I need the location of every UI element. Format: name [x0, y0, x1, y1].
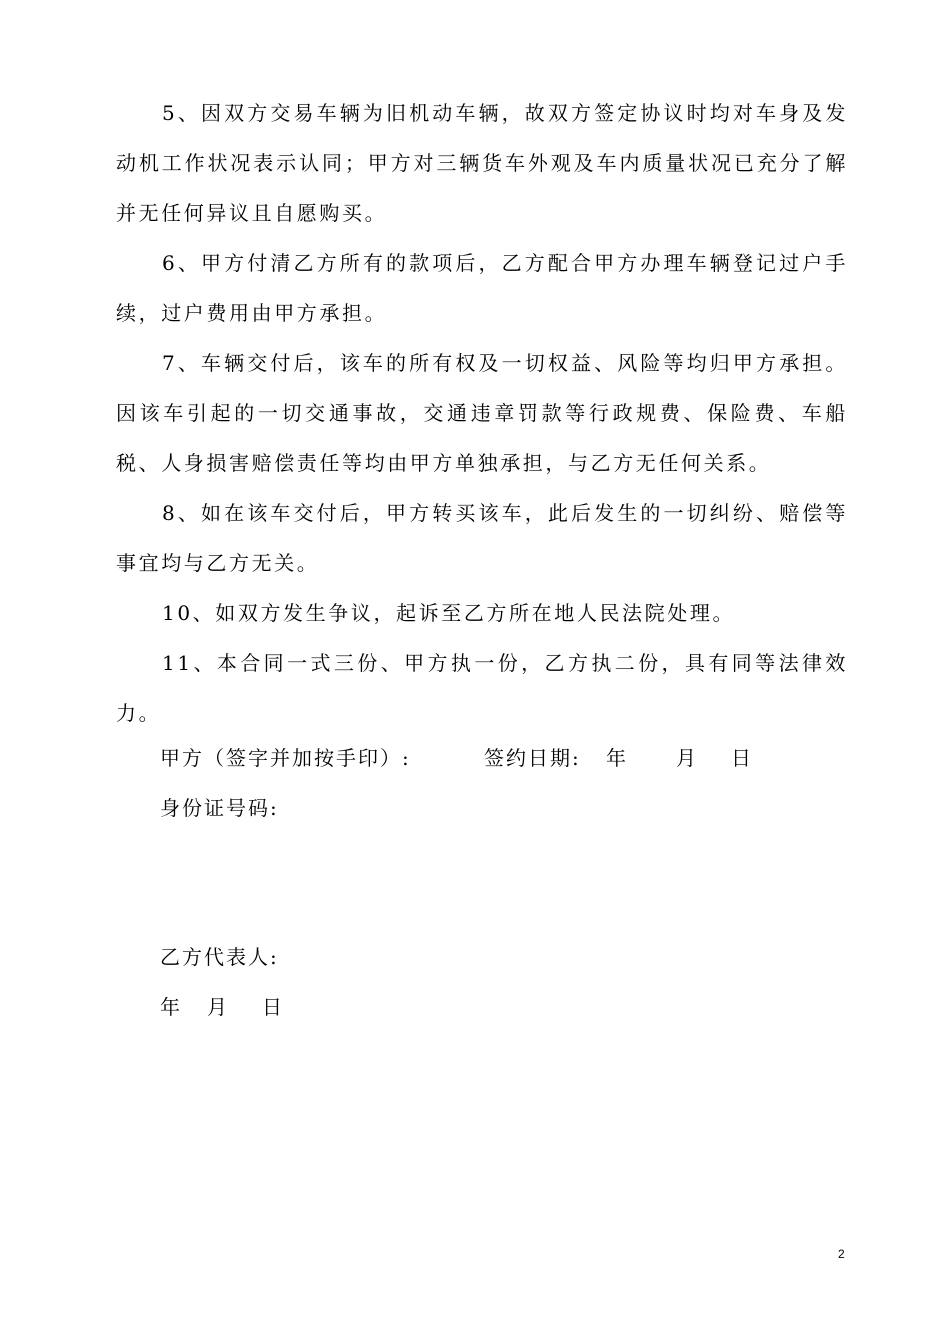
- clause-8: 8、如在该车交付后，甲方转买该车，此后发生的一切纠纷、赔偿等事宜均与乙方无关。: [116, 501, 848, 575]
- sign-date-year: 年: [606, 746, 626, 770]
- clause-11: 11、本合同一式三份、甲方执一份，乙方执二份，具有同等法律效力。: [116, 651, 848, 725]
- clause-7: 7、车辆交付后，该车的所有权及一切权益、风险等均归甲方承担。因该车引起的一切交通事故，交通违章罚款等行政规费、保险费、车船税、人身损害赔偿责任等均由甲方单独承担，与乙方无任何关系。: [116, 351, 848, 475]
- clause-6: 6、甲方付清乙方所有的款项后，乙方配合甲方办理车辆登记过户手续，过户费用由甲方承担。: [116, 251, 848, 325]
- page-number: 2: [838, 1247, 845, 1261]
- party-b-date-month: 月: [207, 995, 227, 1019]
- party-b-representative-label: 乙方代表人:: [160, 945, 279, 969]
- party-b-date-day: 日: [262, 995, 282, 1019]
- clause-10: 10、如双方发生争议，起诉至乙方所在地人民法院处理。: [162, 601, 736, 625]
- sign-date-day: 日: [731, 746, 751, 770]
- id-number-label: 身份证号码:: [160, 796, 279, 820]
- sign-date-label: 签约日期:: [484, 746, 581, 770]
- clause-5: 5、因双方交易车辆为旧机动车辆，故双方签定协议时均对车身及发动机工作状况表示认同；甲方对三辆货车外观及车内质量状况已充分了解并无任何异议且自愿购买。: [116, 101, 848, 225]
- party-a-signature-label: 甲方（签字并加按手印）:: [160, 746, 411, 770]
- sign-date-month: 月: [676, 746, 696, 770]
- party-b-date-year: 年: [160, 995, 180, 1019]
- contract-body: [116, 88, 848, 738]
